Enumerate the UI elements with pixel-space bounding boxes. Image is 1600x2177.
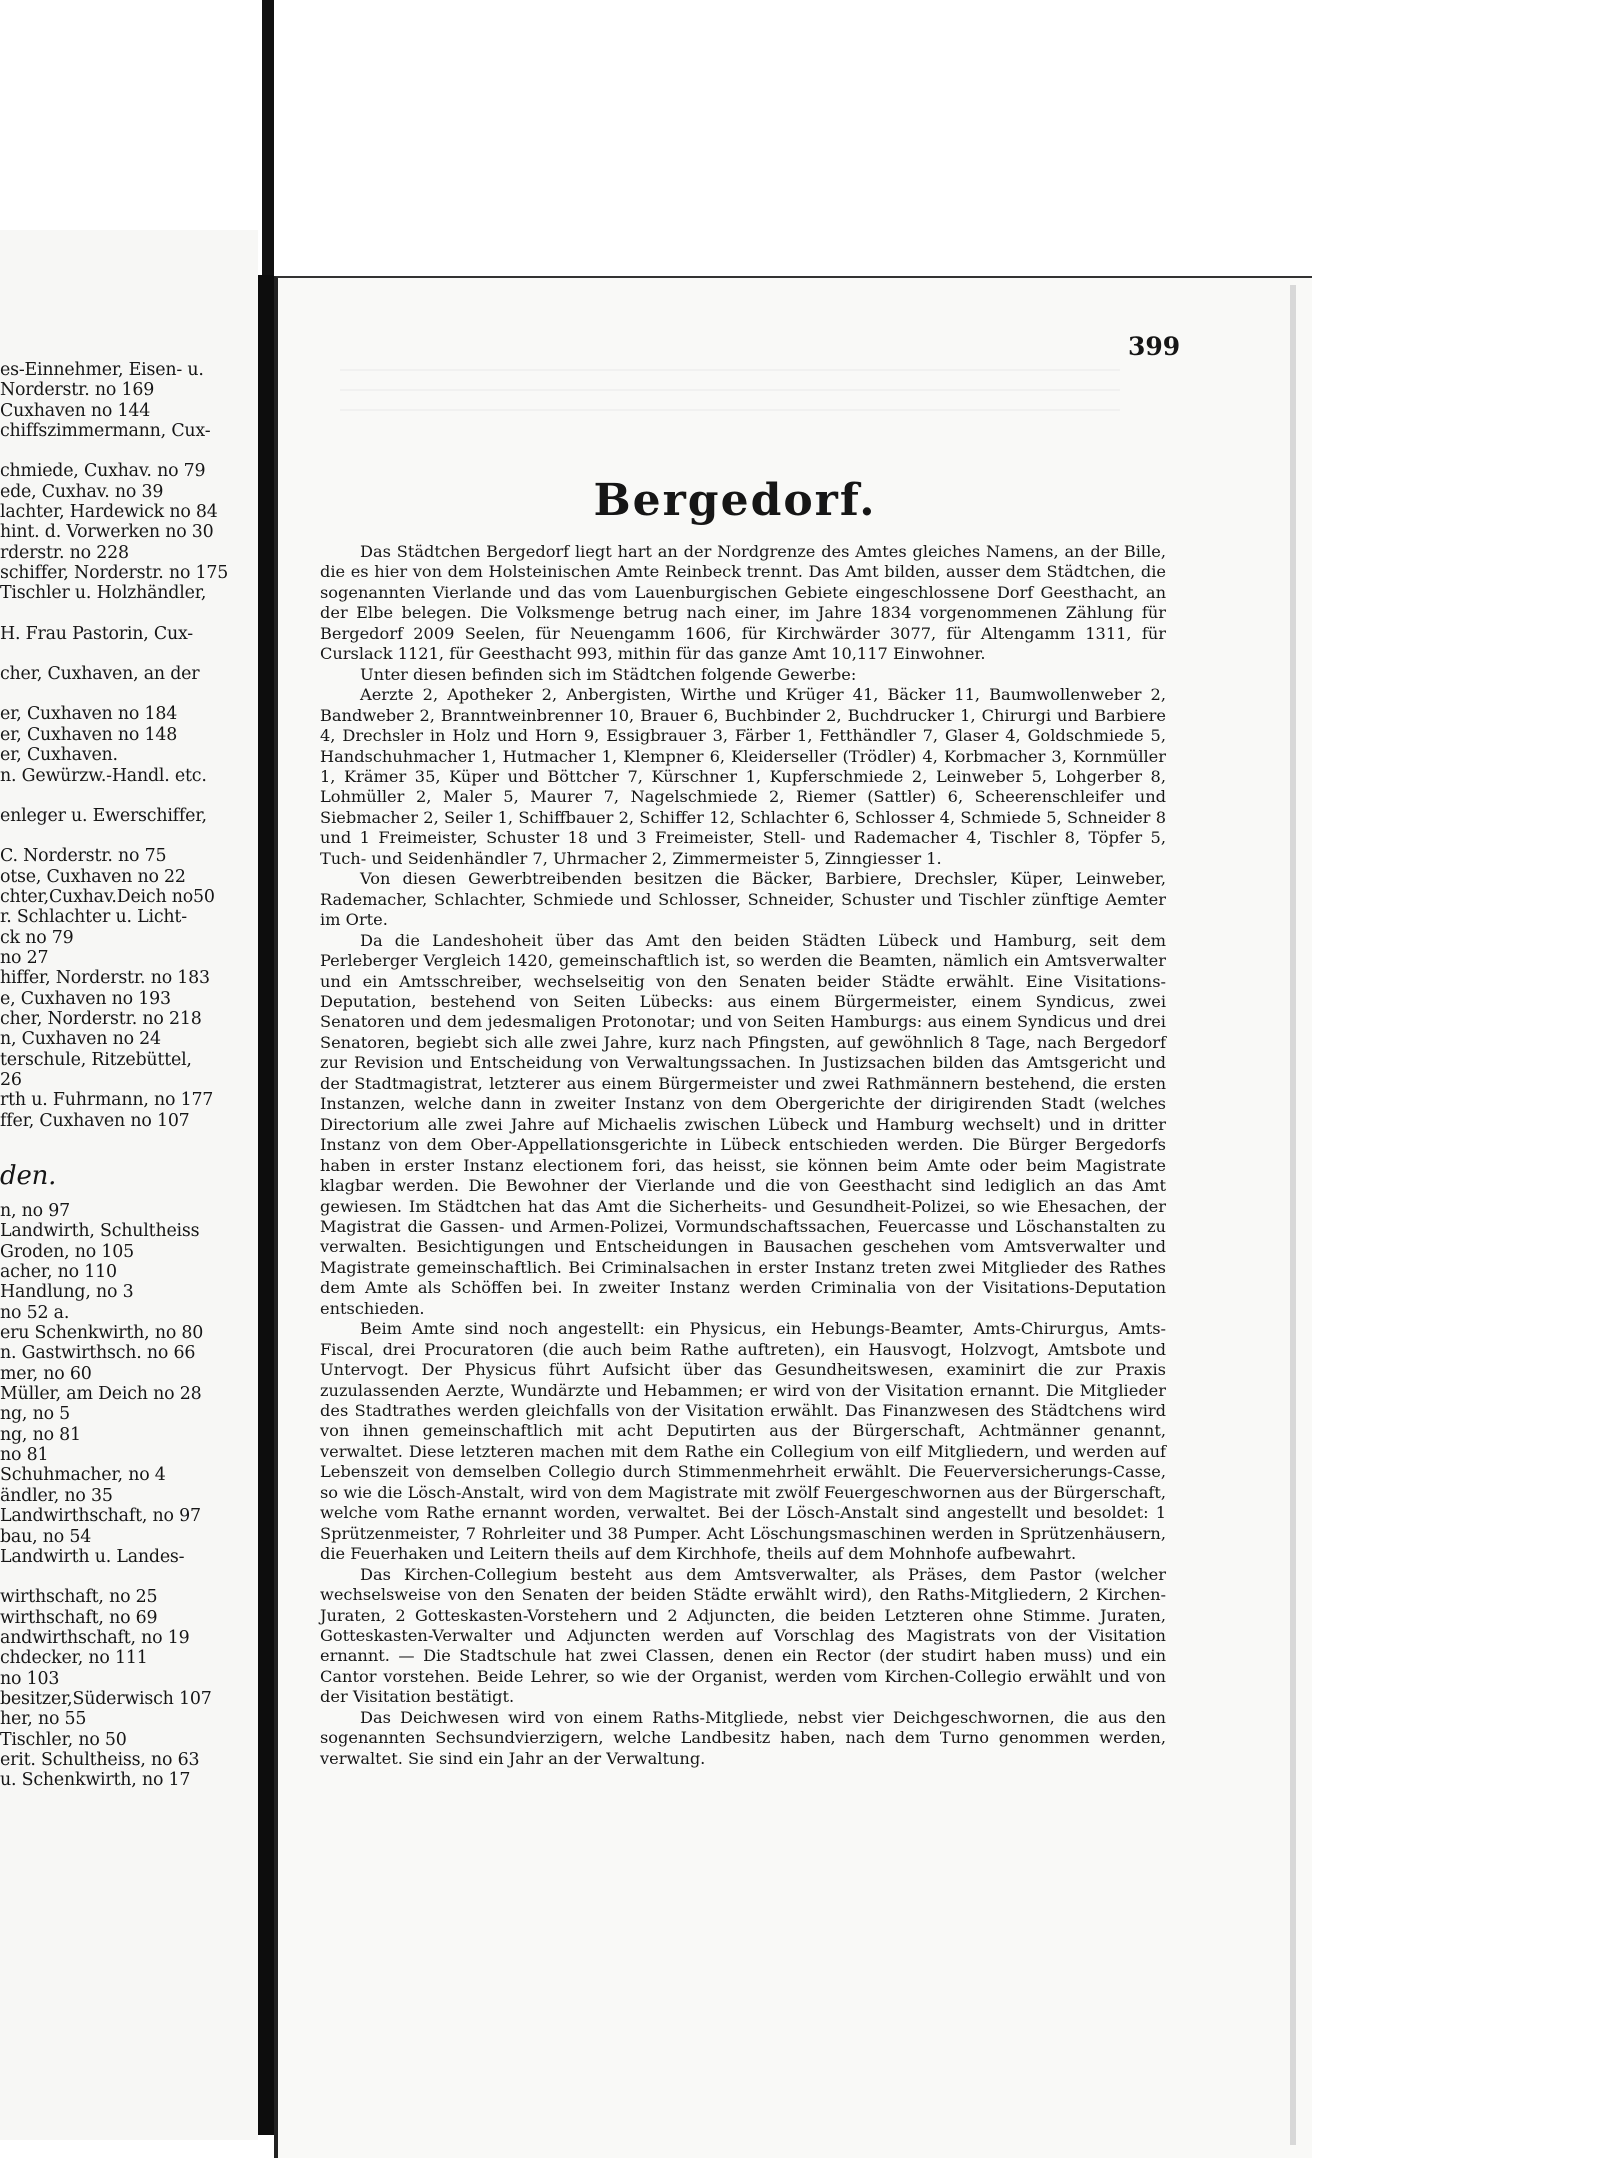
left-page-line: chmiede, Cuxhav. no 79 bbox=[0, 461, 206, 482]
left-page-line: Schuhmacher, no 4 bbox=[0, 1465, 166, 1486]
paragraph: Das Deichwesen wird von einem Raths-Mitgliede, nebst vier Deichgeschwornen, die aus den sogenannten Sechsundvierzigern, welche Landbesitz haben, nach dem Turno genommen werden, verwaltet. Sie sind ein Jahr an der Verwaltung. bbox=[320, 1707, 1166, 1768]
left-page-line: 26 bbox=[0, 1069, 22, 1090]
left-page-line: bau, no 54 bbox=[0, 1526, 92, 1547]
paragraph: Unter diesen befinden sich im Städtchen folgende Gewerbe: bbox=[360, 664, 857, 684]
left-page-line: Landwirth, Schultheiss bbox=[0, 1221, 200, 1242]
left-page-line: er, Cuxhaven no 148 bbox=[0, 724, 178, 745]
left-page-line: rth u. Fuhrmann, no 177 bbox=[0, 1090, 214, 1111]
left-page-line bbox=[0, 786, 258, 806]
left-page-line: ede, Cuxhav. no 39 bbox=[0, 481, 164, 502]
left-page-line: terschule, Ritzebüttel, bbox=[0, 1049, 192, 1070]
page-title: Bergedorf. bbox=[593, 475, 877, 526]
left-page-line: n, no 97 bbox=[0, 1201, 70, 1221]
left-page-line: cher, Norderstr. no 218 bbox=[0, 1008, 202, 1029]
article-body bbox=[320, 542, 1166, 1769]
book-gutter bbox=[258, 275, 274, 2135]
left-page-line: mer, no 60 bbox=[0, 1363, 92, 1384]
left-page-line: u. Schenkwirth, no 17 bbox=[0, 1770, 191, 1791]
left-page-line: andwirthschaft, no 19 bbox=[0, 1627, 190, 1648]
left-page-line: ng, no 81 bbox=[0, 1424, 81, 1445]
paragraph: Da die Landeshoheit über das Amt den beiden Städten Lübeck und Hamburg, seit dem Perleberger Vergleich 1420, gemeinschaftlich ist, so werden die Beamten, nämlich ein Amtsverwalter und ein Amtsschreiber, wechselseitig von den Senaten beider Städte erwählt. Eine Visitations-Deputation, bestehend von Seiten Lübecks: aus einem Bürgermeister, einem Syndicus, zwei Senatoren und dem jedesmaligen Protonotar; und von Seiten Hamburgs: aus einem Syndicus und drei Senatoren, begiebt sich alle zwei Jahre, kurz nach Pfingsten, auf gewöhnlich 8 Tage, nach Bergedorf zur Revision und Entscheidung von Verwaltungssachen. In Justizsachen bilden das Amtsgericht und der Stadtmagistrat, letzterer aus einem Bürgermeister und zwei Rathmännern bestehend, die ersten Instanzen, welche dann in zweiter Instanz von dem Obergerichte der dirigirenden Stadt (welches Directorium alle zwei Jahre auf Michaelis zwischen Lübeck und Hamburg wechselt) und in dritter Instanz von dem Ober-Appellationsgerichte in Lübeck entschieden werden. Die Bürger Bergedorfs haben in erster Instanz electionem fori, das heisst, sie können beim Amte oder beim Magistrate klagbar werden. Die Bewohner der Vierlande und die von Geesthacht sind lediglich an das Amt gewiesen. Im Städtchen hat das Amt die Sicherheits- und Gesundheit-Polizei, so wie Ehesachen, der Magistrat die Gassen- und Armen-Polizei, Vormundschaftssachen, Feuercasse und Löschanstalten zu verwalten. Besichtigungen und Entscheidungen in Bausachen geschehen vom Amtsverwalter und Magistrate gemeinschaftlich. Bei Criminalsachen in erster Instanz treten zwei Mitglieder des Rathes dem Amte als Schöffen bei. In zweiter Instanz werden Criminalia von der Visitations-Deputation entschieden. bbox=[320, 930, 1166, 1318]
left-page-line: chter,Cuxhav.Deich no50 bbox=[0, 886, 215, 907]
paragraph: Beim Amte sind noch angestellt: ein Physicus, ein Hebungs-Beamter, Amts-Chirurgus, Amts-Fiscal, drei Procuratoren (die auch beim Rathe auftreten), ein Hausvogt, Holzvogt, Amtsbote und Untervogt. Der Physicus führt Aufsicht über das Gesundheitswesen, examinirt die zur Praxis zuzulassenden Aerzte, Wundärzte und Hebammen; er wird von der Visitation ernannt. Die Mitglieder des Stadtrathes werden gleichfalls von der Visitation erwählt. Das Finanzwesen des Städtchens wird von ihnen gemeinschaftlich mit acht Deputirten aus der Bürgerschaft, Achtmänner genannt, verwaltet. Diese letzteren machen mit dem Rathe ein Collegium von eilf Mitgliedern, und werden auf Lebenszeit von demselben Collegio durch Stimmenmehrheit erwählt. Die Feuerversicherungs-Casse, so wie die Lösch-Anstalt, wird von dem Magistrate mit zwölf Feuergeschwornen aus der Bürgerschaft, welche vom Rathe ernannt worden, verwaltet. Bei der Lösch-Anstalt sind angestellt und besoldet: 1 Sprützenmeister, 7 Rohrleiter und 38 Pumper. Acht Löschungsmaschinen werden in Sprützenhäusern, die Feuerhaken und Leitern theils auf dem Kirchhofe, theils auf dem Mohnhofe aufbewahrt. bbox=[320, 1319, 1166, 1564]
left-page-line: C. Norderstr. no 75 bbox=[0, 846, 167, 867]
left-page-line: erit. Schultheiss, no 63 bbox=[0, 1749, 200, 1770]
left-page-line: Müller, am Deich no 28 bbox=[0, 1384, 202, 1405]
left-page-line: Tischler u. Holzhändler, bbox=[0, 583, 207, 604]
left-page-line: ck no 79 bbox=[0, 927, 74, 948]
left-page-line bbox=[0, 1131, 258, 1151]
left-page-line: besitzer,Süderwisch 107 bbox=[0, 1688, 212, 1709]
left-page-line: Landwirth u. Landes- bbox=[0, 1546, 185, 1567]
paragraph: Das Kirchen-Collegium besteht aus dem Amtsverwalter, als Präses, dem Pastor (welcher wechselsweise von den Senaten der beiden Städte erwählt wird), den Raths-Mitgliedern, 2 Kirchen-Juraten, 2 Gotteskasten-Vorstehern und 2 Adjuncten, die beiden Letzteren ohne Stimme. Juraten, Gotteskasten-Verwalter und Adjuncten werden auf Vorschlag des Magistrats von der Visitation ernannt. — Die Stadtschule hat zwei Classen, denen ein Rector (der studirt haben muss) und ein Cantor vorstehen. Beide Lehrer, so wie der Organist, werden vom Kirchen-Collegio erwählt und von der Visitation bestätigt. bbox=[320, 1564, 1166, 1707]
left-page-line: Landwirthschaft, no 97 bbox=[0, 1506, 201, 1527]
left-page-line: n. Gastwirthsch. no 66 bbox=[0, 1343, 196, 1364]
left-page-line: hiffer, Norderstr. no 183 bbox=[0, 968, 210, 989]
left-page-line: es-Einnehmer, Eisen- u. bbox=[0, 360, 204, 380]
left-page-line: hint. d. Vorwerken no 30 bbox=[0, 522, 214, 543]
left-page-line: n, Cuxhaven no 24 bbox=[0, 1029, 161, 1050]
left-page-line: den. bbox=[0, 1161, 57, 1191]
left-page-line: no 27 bbox=[0, 947, 49, 968]
left-page-line: e, Cuxhaven no 193 bbox=[0, 988, 171, 1009]
left-page-line: Groden, no 105 bbox=[0, 1241, 134, 1262]
paragraph: Aerzte 2, Apotheker 2, Anbergisten, Wirthe und Krüger 41, Bäcker 11, Baumwollenweber 2, Bandweber 2, Branntweinbrenner 10, Brauer 6, Buchbinder 2, Buchdrucker 1, Chirurgi und Barbiere 4, Drechsler in Holz und Horn 9, Essigbrauer 3, Färber 1, Fetthändler 7, Glaser 4, Goldschmiede 5, Handschuhmacher 1, Hutmacher 1, Klempner 6, Kleiderseller (Trödler) 4, Korbmacher 3, Kornmüller 1, Krämer 35, Küper und Böttcher 7, Kürschner 1, Kupferschmiede 2, Leinweber 5, Lohgerber 8, Lohmüller 2, Maler 5, Maurer 7, Nagelschmiede 2, Riemer (Sattler) 6, Scheerenschleifer und Siebmacher 2, Seiler 1, Schiffbauer 2, Schiffer 12, Schlachter 6, Schlosser 4, Schmiede 5, Schneider 8 und 1 Freimeister, Schuster 18 und 3 Freimeister, Stell- und Rademacher 4, Tischler 8, Töpfer 5, Tuch- und Seidenhändler 7, Uhrmacher 2, Zimmermeister 5, Zinngiesser 1. bbox=[320, 685, 1166, 868]
left-page-line: cher, Cuxhaven, an der bbox=[0, 664, 200, 685]
left-page-line: r. Schlachter u. Licht- bbox=[0, 907, 187, 928]
left-page-line: no 103 bbox=[0, 1668, 60, 1689]
bleed-through-text bbox=[340, 360, 1120, 420]
left-page bbox=[0, 230, 258, 2140]
left-page-line: er, Cuxhaven. bbox=[0, 745, 118, 766]
paragraph: Das Städtchen Bergedorf liegt hart an der Nordgrenze des Amtes gleiches Namens, an der Bille, die es hier von dem Holsteinischen Amte Reinbeck trennt. Das Amt bilden, ausser dem Städtchen, die sogenannten Vierlande und das vom Lauenburgischen Gebiete eingeschlossene Dorf Geesthacht, an der Elbe belegen. Die Volksmenge betrug nach einer, im Jahre 1834 vorgenommenen Zählung für Bergedorf 2009 Seelen, für Neuengamm 1606, für Kirchwärder 3077, für Altengamm 1311, für Curslack 1121, für Geesthacht 993, mithin für das ganze Amt 10,117 Einwohner. bbox=[320, 542, 1166, 664]
left-page-line: enleger u. Ewerschiffer, bbox=[0, 805, 207, 826]
left-page-line: er, Cuxhaven no 184 bbox=[0, 704, 178, 725]
left-page-line: wirthschaft, no 25 bbox=[0, 1587, 158, 1608]
left-page-line: Tischler, no 50 bbox=[0, 1729, 127, 1750]
left-page-line: schiffer, Norderstr. no 175 bbox=[0, 563, 229, 584]
left-page-line: Cuxhaven no 144 bbox=[0, 400, 151, 421]
left-page-line bbox=[0, 644, 258, 664]
left-page-line bbox=[0, 604, 258, 624]
left-page-line: ffer, Cuxhaven no 107 bbox=[0, 1110, 190, 1131]
left-page-line bbox=[0, 441, 258, 461]
left-page-line bbox=[0, 684, 258, 704]
left-page-line: Handlung, no 3 bbox=[0, 1282, 134, 1303]
page-number: 399 bbox=[1128, 332, 1181, 361]
left-page-line: Norderstr. no 169 bbox=[0, 380, 155, 401]
left-page-line: eru Schenkwirth, no 80 bbox=[0, 1323, 204, 1344]
left-page-line: lachter, Hardewick no 84 bbox=[0, 502, 218, 523]
left-page-line: her, no 55 bbox=[0, 1709, 87, 1730]
page-edge bbox=[1290, 285, 1296, 2145]
left-page-line: otse, Cuxhaven no 22 bbox=[0, 866, 186, 887]
left-page-line: chiffszimmermann, Cux- bbox=[0, 421, 211, 442]
left-page-line: rderstr. no 228 bbox=[0, 542, 129, 563]
left-page-line bbox=[0, 1567, 258, 1587]
left-page-line: ändler, no 35 bbox=[0, 1485, 113, 1506]
left-page-line: acher, no 110 bbox=[0, 1262, 117, 1283]
paragraph: Von diesen Gewerbtreibenden besitzen die Bäcker, Barbiere, Drechsler, Küper, Leinweber, Rademacher, Schlachter, Schmiede und Schlosser, Schneider, Schuster und Tischler zünftige Aemter im Orte. bbox=[320, 869, 1166, 930]
book-gutter-top bbox=[262, 0, 274, 276]
left-page-line: H. Frau Pastorin, Cux- bbox=[0, 623, 193, 644]
left-page-line: wirthschaft, no 69 bbox=[0, 1607, 158, 1628]
left-page-line: no 81 bbox=[0, 1445, 49, 1466]
left-page-line: no 52 a. bbox=[0, 1302, 70, 1323]
left-page-line: ng, no 5 bbox=[0, 1404, 71, 1425]
left-page-lines bbox=[0, 360, 258, 1791]
left-page-line bbox=[0, 826, 258, 846]
left-page-line: chdecker, no 111 bbox=[0, 1648, 148, 1669]
left-page-line: n. Gewürzw.-Handl. etc. bbox=[0, 765, 207, 786]
